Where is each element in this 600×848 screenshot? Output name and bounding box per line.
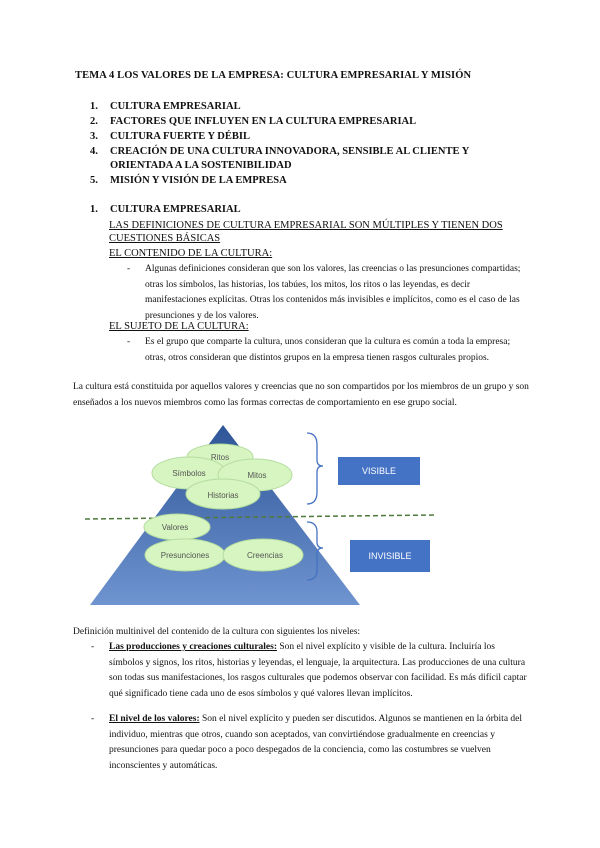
- visible-label-box: VISIBLE: [338, 457, 420, 485]
- section-heading: 1. CULTURA EMPRESARIAL: [90, 204, 241, 215]
- oval-label: Creencias: [246, 551, 284, 560]
- toc-item: 4. CREACIÓN DE UNA CULTURA INNOVADORA, SENSIBLE AL CLIENTE Y ORIENTADA A LA SOSTENIBILIDAD: [90, 146, 469, 171]
- toc-item: 5. MISIÓN Y VISIÓN DE LA EMPRESA: [90, 175, 287, 186]
- contenido-heading: EL CONTENIDO DE LA CULTURA:: [109, 248, 273, 259]
- oval-label: Valores: [161, 523, 189, 532]
- toc-item: 1. CULTURA EMPRESARIAL: [90, 101, 241, 112]
- table-of-contents: [90, 100, 520, 189]
- document-title: TEMA 4 LOS VALORES DE LA EMPRESA: CULTURA EMPRESARIAL Y MISIÓN: [75, 70, 472, 81]
- culture-pyramid-diagram: [85, 420, 435, 620]
- oval-label: Presunciones: [160, 551, 210, 560]
- oval-label: Historias: [207, 491, 239, 500]
- sujeto-bullet: - Es el grupo que comparte la cultura, unos consideran que la cultura es común a toda la empresa; otras, otros consideran que distintos grupos en la empresa tienen rasgos culturales propios.: [127, 337, 511, 363]
- dash-marker: -: [127, 337, 131, 347]
- toc-item: 2. FACTORES QUE INFLUYEN EN LA CULTURA EMPRESARIAL: [90, 116, 417, 127]
- contenido-bullet: - Algunas definiciones consideran que son los valores, las creencias o las presunciones compartidas; otras los símbolos, las historias, los tabúes, los mitos, los ritos o las leyendas, es decir manifestaciones explícitas. Otras los contenidos más invisibles e implícitos, como es el caso de las presunciones y de los valores.: [127, 264, 521, 321]
- oval-label: Símbolos: [172, 469, 206, 478]
- oval-label: Ritos: [210, 453, 230, 462]
- multinivel-intro: Definición multinivel del contenido de la cultura con siguientes los niveles:: [73, 627, 361, 637]
- definitions-heading: LAS DEFINICIONES DE CULTURA EMPRESARIAL SON MÚLTIPLES Y TIENEN DOS CUESTIONES BÁSICAS: [109, 220, 503, 244]
- oval-label: Mitos: [247, 471, 267, 480]
- intro-paragraph: La cultura está constituida por aquellos valores y creencias que no son compartidos por los miembros de un grupo y son enseñados a los nuevos miembros como las formas correctas de comportamiento en ese grupo social.: [73, 382, 529, 408]
- invisible-label-box: INVISIBLE: [350, 540, 430, 572]
- dash-marker: -: [91, 714, 95, 724]
- dash-marker: -: [91, 642, 95, 652]
- sujeto-heading: EL SUJETO DE LA CULTURA:: [109, 321, 249, 332]
- nivel-item-valores: - El nivel de los valores: Son el nivel explícito y pueden ser discutidos. Algunos se mantienen en la órbita del individuo, mientras que otros, cuando son aceptados, van convirtiéndose gradualmente en creencias y presunciones para quedar poco a poco despegados de la conciencia, como las costumbres se vuelven inconscientes y automáticas.: [91, 714, 523, 771]
- nivel-item-producciones: - Las producciones y creaciones culturales: Son el nivel explícito y visible de la cultura. Incluiría los símbolos y signos, los ritos, historias y leyendas, el lenguaje, la arquitectura. Las producciones de una cultura son todas sus manifestaciones, los rasgos culturales que podemos observar con facilidad. Es más difícil captar qué significado tiene cada uno de esos símbolos y qué valores llevan implícitos.: [91, 642, 527, 699]
- dash-marker: -: [127, 264, 131, 274]
- visible-bracket: [307, 433, 323, 504]
- toc-item: 3. CULTURA FUERTE Y DÉBIL: [90, 131, 250, 142]
